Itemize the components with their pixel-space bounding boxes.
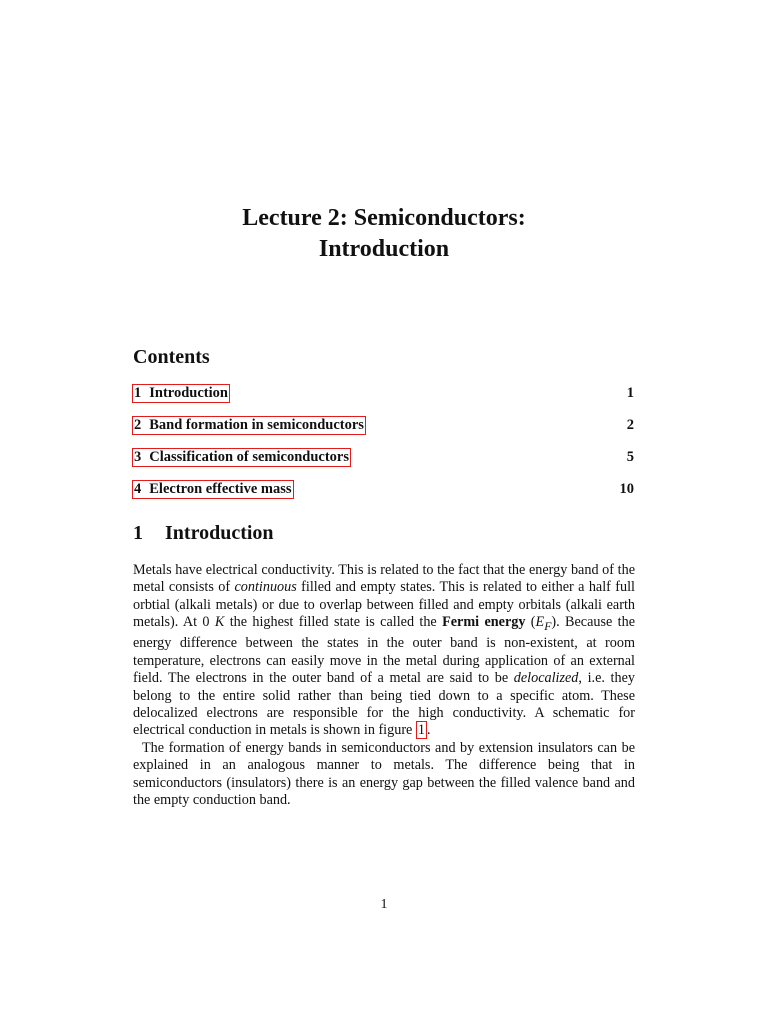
text-run: ( bbox=[525, 614, 536, 631]
toc-entry-effective-mass bbox=[132, 480, 634, 512]
figure-reference-link[interactable]: 1 bbox=[417, 722, 425, 739]
toc-label: Classification of semiconductors bbox=[149, 449, 350, 465]
section-title: Introduction bbox=[165, 522, 274, 544]
document-title bbox=[0, 203, 768, 265]
text-run: Metals have electrical conductivity. This is related to the fact that the energy band of the metal consists of bbox=[133, 562, 635, 596]
toc-label: Band formation in semiconductors bbox=[149, 417, 364, 433]
text-run: . bbox=[426, 722, 431, 739]
toc-number: 1 bbox=[134, 385, 142, 401]
toc-entry-band-formation bbox=[132, 416, 634, 448]
math-e: E bbox=[535, 614, 545, 631]
emphasis-delocalized: delocalized bbox=[513, 670, 579, 687]
text-run: filled and empty states. This is related to either a half full orbtial (alkali metals) or due to overlap between filled and empty orbitals (alkali earth metals). At 0 bbox=[133, 579, 635, 631]
section-heading-introduction bbox=[133, 522, 274, 545]
table-of-contents bbox=[132, 384, 634, 512]
page-number: 1 bbox=[380, 897, 388, 912]
section-body bbox=[133, 562, 635, 810]
emphasis-continuous: continuous bbox=[234, 579, 297, 596]
toc-number: 4 bbox=[134, 481, 142, 497]
toc-number: 2 bbox=[134, 417, 142, 433]
contents-heading: Contents bbox=[133, 346, 210, 368]
toc-label: Electron effective mass bbox=[149, 481, 292, 497]
term-fermi-energy: Fermi energy bbox=[442, 614, 526, 631]
toc-page-number: 1 bbox=[626, 385, 634, 401]
text-run: , i.e. they belong to the entire solid rather than being tied down to a specific atom. These delocalized electrons are responsible for the high conductivity. A schematic for electrical conduction in metals is shown in figure bbox=[133, 670, 635, 739]
toc-link-effective-mass[interactable] bbox=[132, 480, 294, 499]
toc-link-band-formation[interactable] bbox=[132, 416, 366, 435]
paragraph-2: The formation of energy bands in semiconductors and by extension insulators can be explained in an analogous manner to metals. The difference being that in semiconductors (insulators) there is an energy gap between the filled valence band and the empty conduction band. bbox=[133, 739, 635, 809]
toc-number: 3 bbox=[134, 449, 142, 465]
title-line-1: Lecture 2: Semiconductors: bbox=[242, 205, 526, 231]
toc-entry-introduction bbox=[132, 384, 634, 416]
text-run: the highest filled state is called the bbox=[224, 614, 443, 631]
toc-link-introduction[interactable] bbox=[132, 384, 230, 403]
section-number: 1 bbox=[133, 522, 143, 544]
toc-link-classification[interactable] bbox=[132, 448, 351, 467]
toc-page-number: 5 bbox=[626, 449, 634, 465]
toc-label: Introduction bbox=[149, 385, 228, 401]
toc-page-number: 10 bbox=[619, 481, 634, 497]
toc-entry-classification bbox=[132, 448, 634, 480]
text-run: ). Because the energy difference between the states in the outer band is non-existent, at room temperature, electrons can easily move in the metal during application of an external field. The electrons in the outer band of a metal are said to be bbox=[133, 614, 635, 687]
toc-page-number: 2 bbox=[626, 417, 634, 433]
math-kelvin: K bbox=[214, 614, 225, 631]
title-line-2: Introduction bbox=[318, 236, 450, 262]
math-subscript-f: F bbox=[544, 619, 552, 634]
paragraph-1 bbox=[133, 562, 635, 740]
